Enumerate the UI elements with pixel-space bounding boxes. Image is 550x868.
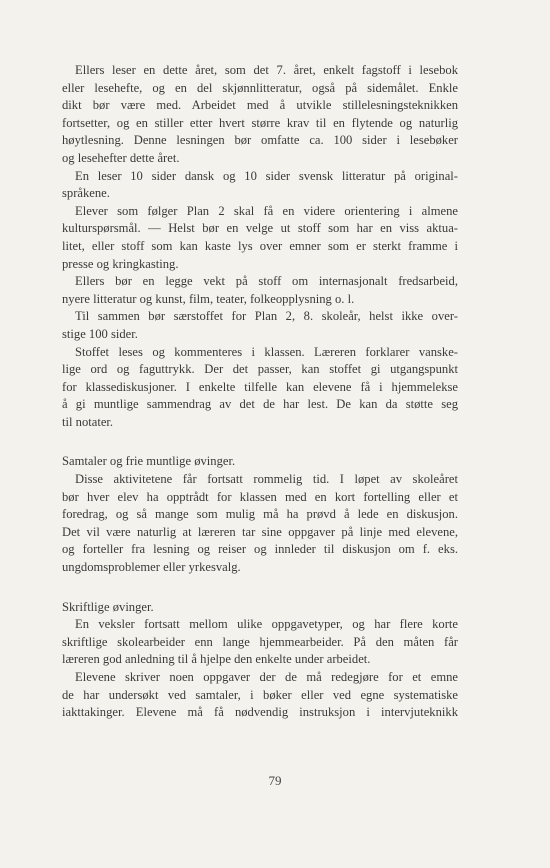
text-line: En leser 10 sider dansk og 10 sider svensk litteratur på original-	[75, 168, 458, 183]
text-line: skriftlige skolearbeider enn lange hjemmearbeider. På den måten får	[62, 634, 458, 649]
page-body	[62, 62, 458, 722]
text-line: Disse aktivitetene får fortsatt rommelig tid. I løpet av skoleåret	[75, 472, 458, 487]
text-line: språkene.	[62, 186, 110, 201]
text-line: lige ord og faguttrykk. Der det passer, kan stoffet gi utgangspunkt	[62, 362, 458, 377]
text-line: foredrag, og så mange som mulig må ha prøvd å lede en diskusjon.	[62, 507, 458, 522]
text-line: fortsetter, og en stiller etter hvert større krav til en flytende og naturlig	[62, 115, 458, 130]
text-line: læreren god anledning til å hjelpe den enkelte under arbeidet.	[62, 652, 371, 667]
section-gap	[62, 431, 458, 453]
text-line: Elever som følger Plan 2 skal få en videre orientering i almene	[75, 203, 458, 218]
section-heading-written: Skriftlige øvinger.	[62, 599, 154, 614]
reading-section	[62, 62, 458, 431]
oral-exercises-section	[62, 471, 458, 577]
written-exercises-section	[62, 616, 458, 722]
text-line: Til sammen bør særstoffet for Plan 2, 8. skoleår, helst ikke over-	[75, 309, 458, 324]
text-line: stige 100 sider.	[62, 326, 138, 341]
text-line: eller lesehefte, og en del skjønnlitteratur, også på sidemålet. Enkle	[62, 80, 458, 95]
text-line: høytlesning. Denne lesningen bør omfatte ca. 100 sider i lesebøker	[62, 133, 458, 148]
text-line: Ellers leser en dette året, som det 7. året, enkelt fagstoff i lesebok	[75, 63, 458, 77]
section-gap	[62, 577, 458, 599]
text-line: og lesehefter dette året.	[62, 150, 180, 165]
text-line: dikt bør være med. Arbeidet med å utvikle stillelesningsteknikken	[62, 98, 458, 113]
text-line: iakttakinger. Elevene må få nødvendig instruksjon i intervjuteknikk	[62, 705, 458, 720]
text-line: bør hver elev ha opptrådt for klassen med en kort fortelling eller et	[62, 489, 458, 504]
text-line: Ellers bør en legge vekt på stoff om internasjonalt fredsarbeid,	[75, 274, 458, 289]
text-line: til notater.	[62, 414, 114, 429]
section-heading-oral: Samtaler og frie muntlige øvinger.	[62, 454, 236, 469]
text-line: nyere litteratur og kunst, film, teater, folkeopplysning o. l.	[62, 291, 355, 306]
text-line: og forteller fra lesning og reiser og innleder til diskusjon om f. eks.	[62, 542, 458, 557]
text-line: Det vil være naturlig at læreren tar sine oppgaver på linje med elevene,	[62, 524, 458, 539]
text-line: En veksler fortsatt mellom ulike oppgavetyper, og har flere korte	[75, 617, 458, 632]
text-line: ungdomsproblemer eller yrkesvalg.	[62, 560, 241, 575]
text-line: for klassediskusjoner. I enkelte tilfelle kan elevene få i hjemmelekse	[62, 379, 458, 394]
page-number: 79	[268, 773, 282, 788]
text-line: Stoffet leses og kommenteres i klassen. Læreren forklarer vanske-	[75, 344, 458, 359]
text-line: presse og kringkasting.	[62, 256, 179, 271]
text-line: litet, eller stoff som kan kaste lys over emner som er sterkt framme i	[62, 238, 458, 253]
text-line: å gi muntlige sammendrag av det de har lest. De kan da støtte seg	[62, 397, 458, 412]
text-line: de har undersøkt ved samtaler, i bøker eller ved egne systematiske	[62, 687, 458, 702]
text-line: Elevene skriver noen oppgaver der de må redegjøre for et emne	[75, 670, 458, 684]
text-line: kulturspørsmål. — Helst bør en velge ut stoff som har en viss aktua-	[62, 221, 458, 236]
